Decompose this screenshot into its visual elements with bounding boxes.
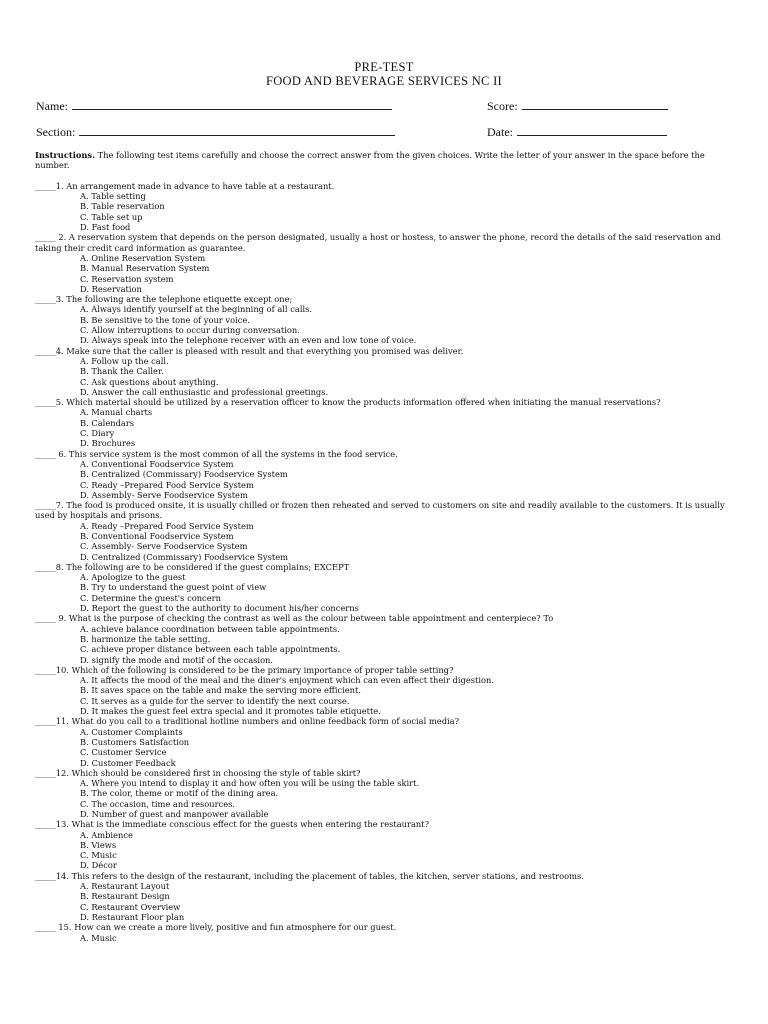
- answer-choice: B. Views: [80, 839, 117, 850]
- question-text: _____ 15. How can we create a more lively, positive and fun atmosphere for our guest.: [35, 922, 397, 933]
- answer-choice: D. Number of guest and manpower available: [80, 809, 269, 819]
- date-blank[interactable]: [517, 125, 667, 136]
- answer-choice: C. Assembly- Serve Foodservice System: [80, 541, 248, 552]
- name-field[interactable]: [36, 99, 392, 114]
- question-text: _____ 9. What is the purpose of checking the contrast as well as the colour between table appointment and centerpiece? To: [35, 613, 554, 624]
- answer-choice: B. Thank the Caller.: [80, 366, 164, 377]
- answer-choice: D. signify the mode and motif of the occasion.: [80, 654, 274, 665]
- question-item: [35, 716, 725, 767]
- answer-choice: D. Always speak into the telephone receiver with an even and low tone of voice.: [80, 335, 417, 346]
- answer-choice: A. Ready –Prepared Food Service System: [80, 520, 254, 531]
- instructions-label: Instructions.: [35, 150, 95, 160]
- answer-choice: C. Customer Service: [80, 747, 167, 758]
- question-text: _____ 2. A reservation system that depends on the person designated, usually a host or hostess, to answer the phone, record the details of the said reservation and taking their credit card information as guarantee.: [35, 232, 721, 253]
- date-field[interactable]: [487, 125, 667, 140]
- instructions-text: The following test items carefully and choose the correct answer from the given choices. Write the letter of your answer in the space before the number.: [35, 150, 705, 171]
- answer-choice: A. Apologize to the guest: [80, 572, 186, 583]
- answer-choice: B. Manual Reservation System: [80, 263, 210, 274]
- question-item: [35, 871, 725, 922]
- answer-choice: A. It affects the mood of the meal and the diner's enjoyment which can even affect their digestion.: [80, 675, 494, 686]
- answer-choice: D. Answer the call enthusiastic and professional greetings.: [80, 386, 329, 397]
- question-item: [35, 613, 725, 664]
- answer-choice: A. Where you intend to display it and how often you will be using the table skirt.: [80, 778, 420, 789]
- section-field[interactable]: [36, 125, 395, 140]
- section-blank[interactable]: [79, 125, 395, 136]
- answer-choice: A. Follow up the call.: [80, 355, 169, 366]
- answer-choice: D. Customer Feedback: [80, 757, 176, 768]
- question-text: _____3. The following are the telephone etiquette except one;: [35, 294, 293, 305]
- answer-choice: C. Ready –Prepared Food Service System: [80, 479, 254, 490]
- answer-choice: C. Table set up: [80, 211, 143, 222]
- question-list: [35, 181, 725, 943]
- answer-choice: C. Allow interruptions to occur during conversation.: [80, 325, 300, 336]
- answer-choice: D. Reservation: [80, 283, 142, 294]
- question-item: [35, 397, 725, 448]
- score-blank[interactable]: [522, 99, 668, 110]
- answer-choice: A. Customer Complaints: [80, 726, 183, 737]
- answer-choice: C. Reservation system: [80, 273, 174, 284]
- answer-choice: C. Ask questions about anything.: [80, 376, 219, 387]
- answer-choice: A. Ambience: [80, 829, 133, 840]
- question-item: [35, 232, 725, 294]
- question-item: [35, 922, 725, 943]
- answer-choice: A. Online Reservation System: [80, 252, 206, 263]
- question-item: [35, 346, 725, 397]
- question-item: [35, 449, 725, 500]
- answer-choice: B. Conventional Foodservice System: [80, 530, 234, 541]
- question-item: [35, 768, 725, 819]
- answer-choice: C. Diary: [80, 428, 115, 439]
- answer-choice: D. Fast food: [80, 222, 131, 233]
- answer-choice: C. It serves as a guide for the server to identify the next course.: [80, 695, 350, 706]
- question-text: _____12. Which should be considered first in choosing the style of table skirt?: [35, 767, 361, 778]
- answer-choice: A. Music: [80, 932, 117, 943]
- question-text: _____4. Make sure that the caller is pleased with result and that everything you promised was deliver.: [35, 345, 464, 356]
- answer-choice: B. Try to understand the guest point of view: [80, 582, 267, 593]
- name-label: Name:: [36, 99, 68, 113]
- page-subtitle: FOOD AND BEVERAGE SERVICES NC II: [265, 74, 503, 88]
- score-field[interactable]: [487, 99, 668, 114]
- question-text: _____11. What do you call to a traditional hotline numbers and online feedback form of social media?: [35, 716, 460, 727]
- date-label: Date:: [487, 125, 513, 139]
- answer-choice: A. Manual charts: [80, 407, 153, 418]
- question-text: _____10. Which of the following is considered to be the primary importance of proper table setting?: [35, 664, 454, 675]
- question-text: _____1. An arrangement made in advance to have table at a restaurant.: [35, 180, 335, 191]
- answer-choice: D. Décor: [80, 860, 117, 871]
- answer-choice: D. Assembly- Serve Foodservice System: [80, 489, 248, 500]
- question-item: [35, 562, 725, 613]
- question-text: _____7. The food is produced onsite, it is usually chilled or frozen then reheated and served to customers on site and readily available to the customers. It is usually used by hospitals and prisons.: [35, 500, 725, 521]
- answer-choice: A. achieve balance coordination between table appointments.: [80, 623, 340, 634]
- answer-choice: C. Restaurant Overview: [80, 901, 181, 912]
- page-title: PRE-TEST: [354, 60, 414, 74]
- answer-choice: B. Restaurant Design: [80, 891, 170, 902]
- answer-choice: B. harmonize the table setting.: [80, 633, 211, 644]
- answer-choice: B. Centralized (Commissary) Foodservice System: [80, 469, 288, 480]
- answer-choice: A. Always identify yourself at the beginning of all calls.: [80, 304, 313, 315]
- score-label: Score:: [487, 99, 518, 113]
- answer-choice: D. Restaurant Floor plan: [80, 911, 185, 922]
- answer-choice: B. Table reservation: [80, 201, 165, 212]
- answer-choice: B. Customers Satisfaction: [80, 736, 190, 747]
- answer-choice: D. Report the guest to the authority to document his/her concerns: [80, 603, 359, 614]
- question-item: [35, 181, 725, 232]
- question-item: [35, 294, 725, 345]
- name-blank[interactable]: [72, 99, 392, 110]
- answer-choice: C. achieve proper distance between each table appointments.: [80, 644, 341, 655]
- section-label: Section:: [36, 125, 76, 139]
- answer-choice: A. Table setting: [80, 191, 146, 202]
- question-text: _____8. The following are to be considered if the guest complains; EXCEPT: [35, 561, 350, 572]
- answer-choice: A. Conventional Foodservice System: [80, 458, 234, 469]
- test-content: [35, 150, 725, 943]
- question-text: _____5. Which material should be utilized by a reservation officer to know the products information offered when initiating the manual reservations?: [35, 397, 661, 408]
- answer-choice: B. Calendars: [80, 417, 135, 428]
- instructions: [35, 150, 725, 171]
- answer-choice: D. Centralized (Commissary) Foodservice System: [80, 551, 288, 562]
- question-item: [35, 665, 725, 716]
- answer-choice: C. Determine the guest's concern: [80, 592, 221, 603]
- answer-choice: D. Brochures: [80, 438, 136, 449]
- answer-choice: B. Be sensitive to the tone of your voice.: [80, 314, 250, 325]
- answer-choice: C. Music: [80, 850, 117, 861]
- answer-choice: C. The occasion, time and resources.: [80, 798, 236, 809]
- answer-choice: B. It saves space on the table and make the serving more efficient.: [80, 685, 362, 696]
- answer-choice: B. The color, theme or motif of the dining area.: [80, 788, 279, 799]
- question-text: _____ 6. This service system is the most common of all the systems in the food service.: [35, 448, 398, 459]
- question-text: _____13. What is the immediate conscious effect for the guests when entering the restaurant?: [35, 819, 430, 830]
- answer-choice: D. It makes the guest feel extra special and it promotes table etiquette.: [80, 706, 381, 717]
- question-text: _____14. This refers to the design of the restaurant, including the placement of tables, the kitchen, server stations, and restrooms.: [35, 870, 584, 881]
- question-item: [35, 819, 725, 870]
- question-item: [35, 500, 725, 562]
- answer-choice: A. Restaurant Layout: [80, 881, 170, 892]
